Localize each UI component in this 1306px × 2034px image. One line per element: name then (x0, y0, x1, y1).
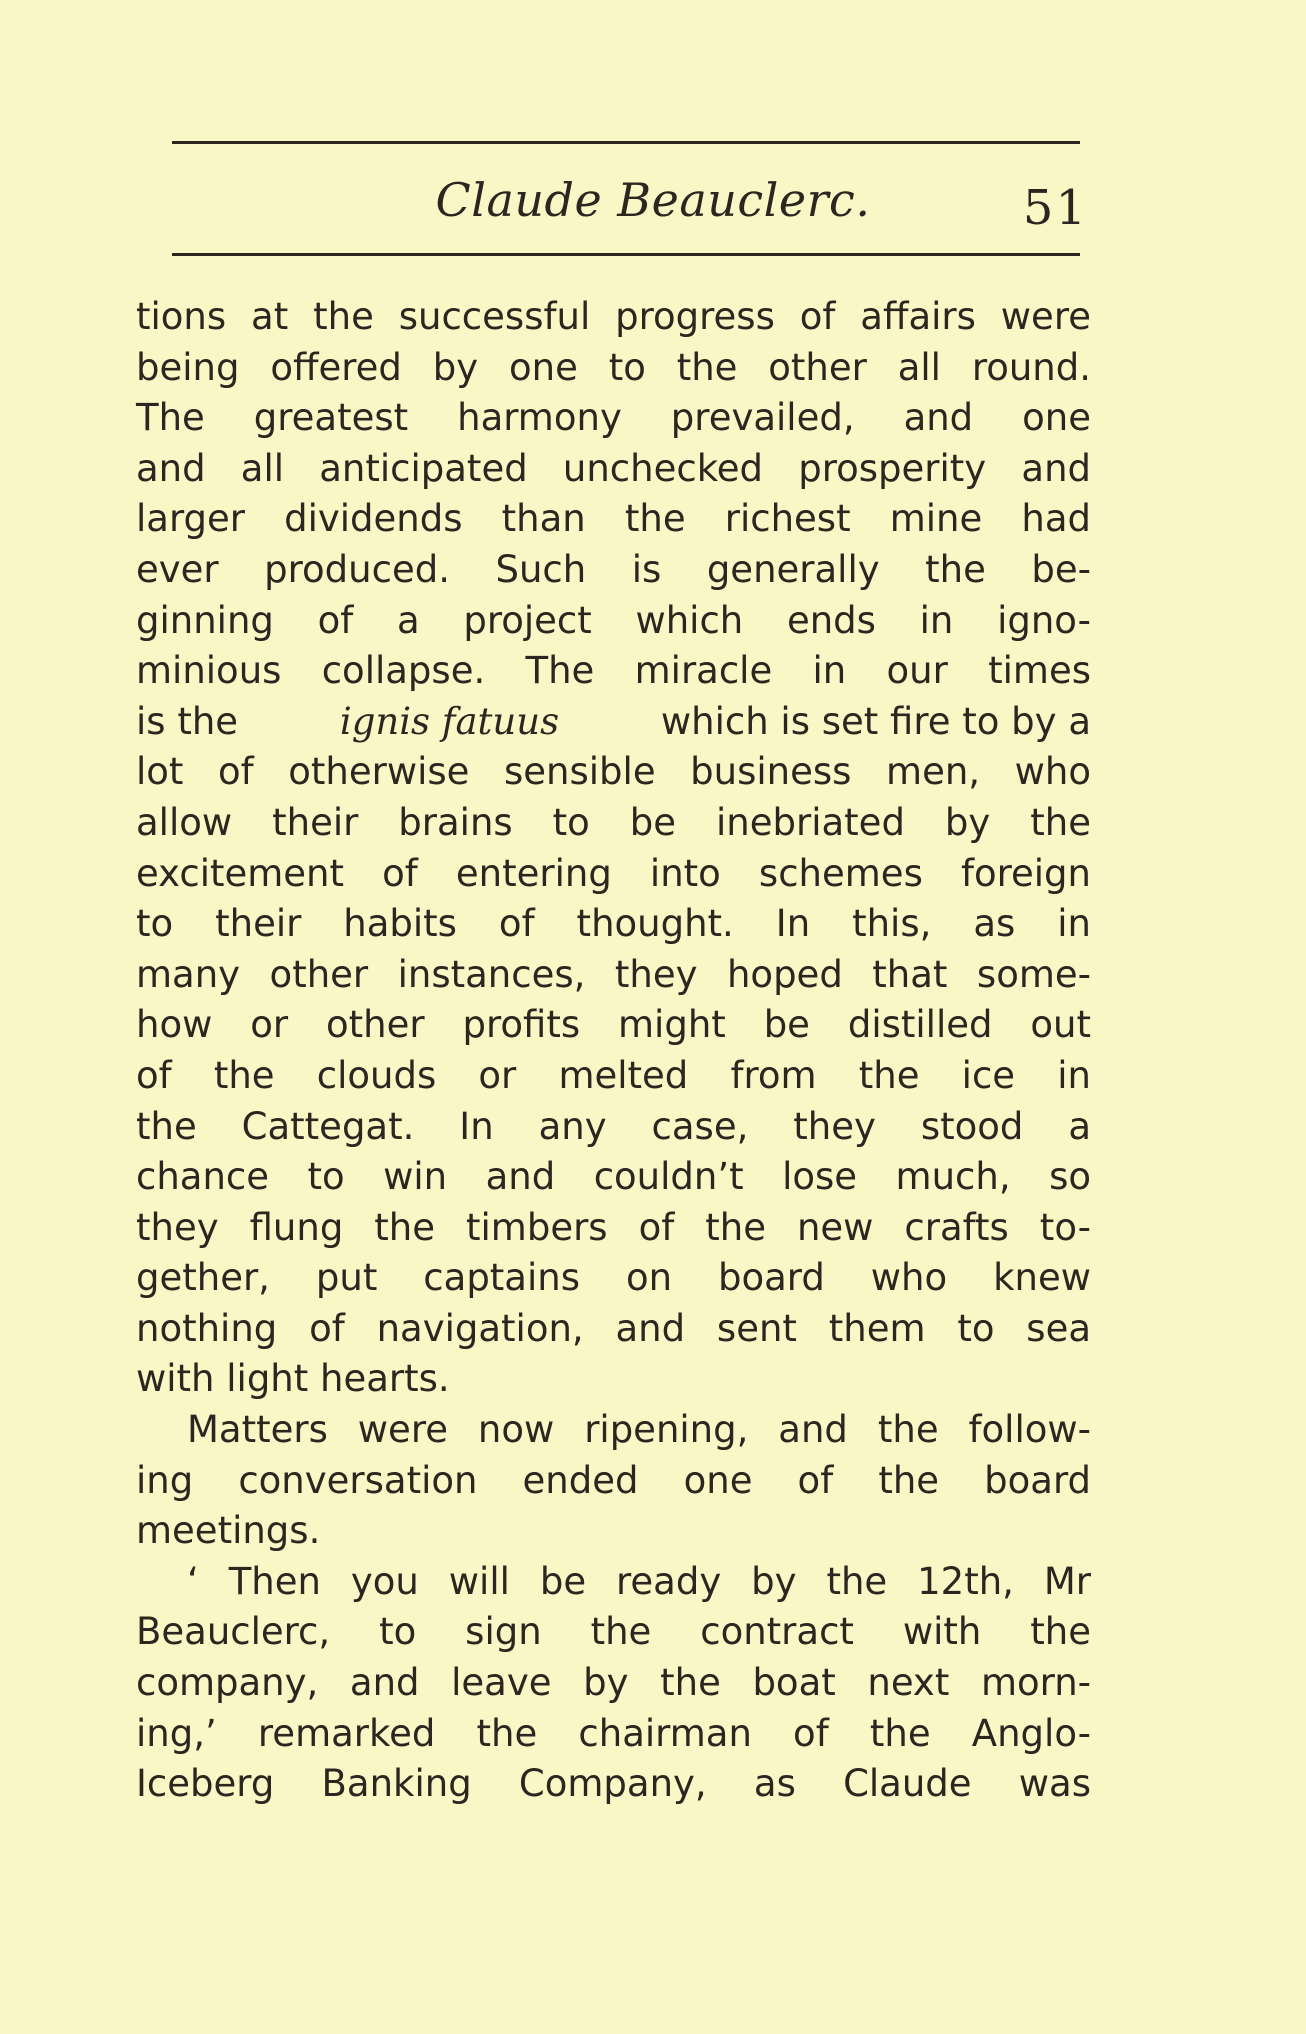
text-fragment: is the (136, 699, 239, 743)
text-line (136, 697, 1091, 748)
text-line: chance to win and couldn’t lose much, so (136, 1155, 1091, 1199)
text-line: to their habits of thought. In this, as in (136, 902, 1091, 946)
text-line: and all anticipated unchecked prosperity and (136, 446, 1091, 490)
text-line: many other instances, they hoped that some- (136, 952, 1091, 996)
text-line: with light hearts. (136, 1357, 450, 1401)
header-rule-bottom (172, 253, 1080, 256)
text-line: ing conversation ended one of the board (136, 1458, 1091, 1502)
text-line: ‘ Then you will be ready by the 12th, Mr (187, 1559, 1091, 1603)
text-line: ever produced. Such is generally the be- (136, 547, 1091, 591)
text-line: minious collapse. The miracle in our times (136, 649, 1091, 693)
header-rule-top (172, 141, 1080, 144)
text-line: gether, put captains on board who knew (136, 1256, 1091, 1300)
body-text (136, 292, 1091, 1810)
italic-phrase: ignis fatuus (339, 699, 560, 743)
text-line: ing,’ remarked the chairman of the Anglo- (136, 1711, 1091, 1755)
text-line: nothing of navigation, and sent them to sea (136, 1306, 1091, 1350)
text-line: of the clouds or melted from the ice in (136, 1053, 1091, 1097)
text-line: tions at the successful progress of affairs were (136, 295, 1091, 338)
text-line: The greatest harmony prevailed, and one (136, 396, 1091, 440)
text-line: meetings. (136, 1509, 321, 1553)
text-line: excitement of entering into schemes foreign (136, 851, 1091, 895)
text-line: how or other profits might be distilled out (136, 1003, 1091, 1047)
text-line: larger dividends than the richest mine had (136, 497, 1091, 541)
text-line: Beauclerc, to sign the contract with the (136, 1610, 1091, 1654)
text-line: lot of otherwise sensible business men, who (136, 750, 1091, 794)
text-line: ginning of a project which ends in igno- (136, 598, 1091, 642)
text-line: the Cattegat. In any case, they stood a (136, 1104, 1091, 1148)
text-line: Iceberg Banking Company, as Claude was (136, 1762, 1091, 1806)
running-title: Claude Beauclerc. (435, 173, 871, 227)
text-line: being offered by one to the other all round. (136, 345, 1091, 389)
text-line: they flung the timbers of the new crafts to- (136, 1205, 1091, 1249)
text-line: company, and leave by the boat next morn- (136, 1661, 1091, 1705)
text-line: allow their brains to be inebriated by the (136, 800, 1091, 844)
text-fragment: which is set fire to by a (660, 699, 1091, 743)
page-number: 51 (1022, 180, 1088, 236)
text-line: Matters were now ripening, and the follow- (187, 1408, 1091, 1452)
